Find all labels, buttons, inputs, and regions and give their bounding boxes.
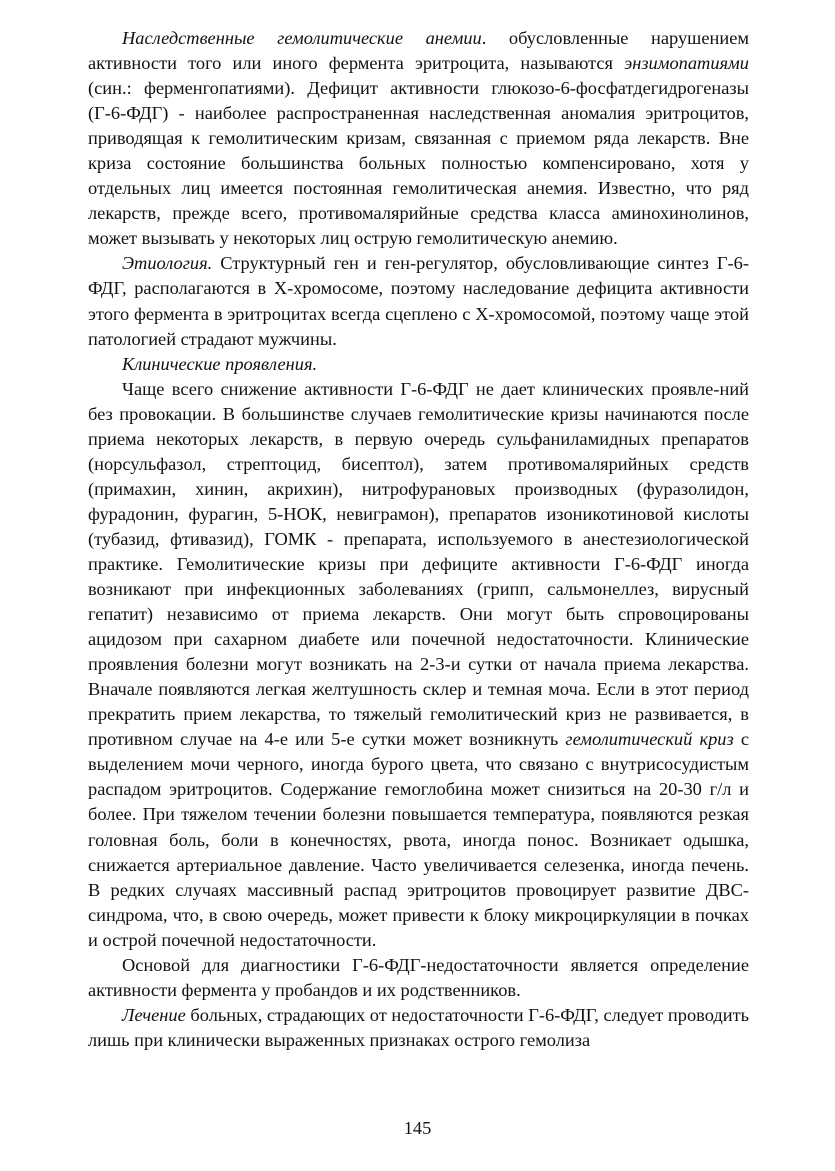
paragraph-text: Структурный ген и ген-регулятор, обусловливающие синтез Г-6-ФДГ, располагаются в Х-хромосоме, поэтому наследование дефицита активности этого фермента в эритроцитах всегда сцеплено с Х-хромосомой, поэтому чаще этой патологией страдают мужчины. — [88, 253, 749, 349]
paragraph-text: Чаще всего снижение активности Г-6-ФДГ не дает клинических проявле-ний без провокации. В большинстве случаев гемолитические кризы начинаются после приема некоторых лекарств, в первую очередь сульфаниламидных препаратов (норсульфазол, стрептоцид, бисептол), затем противомалярийных средств (примахин, хинин, акрихин), нитрофурановых производных (фуразолидон, фурадонин, фурагин, 5-НОК, невиграмон), препаратов изоникотиновой кислоты (тубазид, фтивазид), ГОМК - препарата, используемого в анестезиологической практике. Гемолитические кризы при дефиците активности Г-6-ФДГ иногда возникают при инфекционных заболеваниях (грипп, сальмонеллез, вирусный гепатит) независимо от приема лекарств. Они могут быть спровоцированы ацидозом при сахарном диабете или почечной недостаточности. Клинические проявления болезни могут возникать на 2-3-и сутки от начала приема лекарства. Вначале появляются легкая желтушность склер и темная моча. Если в этот период прекратить прием лекарства, то тяжелый гемолитический криз не развивается, в противном случае на 4-е или 5-е сутки может возникнуть — [88, 378, 749, 750]
paragraph-text: Основой для диагностики Г-6-ФДГ-недостаточности является определение активности фермента у пробандов и их родственников. — [88, 954, 749, 1000]
paragraph-text: больных, страдающих от недостаточности Г-6-ФДГ, следует проводить лишь при клинически выраженных признаках острого гемолиза — [88, 1004, 749, 1050]
term-hemolytic-crisis: гемолитический криз — [565, 729, 734, 750]
document-page — [88, 26, 749, 1053]
paragraph-clinical — [88, 377, 749, 953]
paragraph-etiology — [88, 251, 749, 351]
paragraph-treatment — [88, 1003, 749, 1053]
term-enzymopathies: энзимопатиями — [624, 53, 749, 74]
paragraph-text: . обусловленные нарушением активности того или иного фермента эритроцита, называются — [88, 28, 749, 74]
section-heading-hereditary-anemias: Наследственные гемолитические анемии — [122, 28, 482, 48]
section-heading-clinical: Клинические проявления. — [122, 353, 318, 374]
paragraph-text: (син.: ферменгопатиями). Дефицит активности глюкозо-6-фосфатдегидрогеназы (Г-6-ФДГ) - наиболее распространенная наследственная аномалия эритроцитов, приводящая к гемолитическим кризам, связанная с приемом ряда лекарств. Вне криза состояние большинства больных полностью компенсировано, хотя у отдельных лиц имеется постоянная гемолитическая анемия. Известно, что ряд лекарств, прежде всего, противомалярийные средства класса аминохинолинов, может вызывать у некоторых лиц острую гемолитическую анемию. — [88, 78, 749, 249]
paragraph-text: с выделением мочи черного, иногда бурого цвета, что связано с внутрисосудистым распадом эритроцитов. Содержание гемоглобина может снизиться на 20-30 г/л и более. При тяжелом течении болезни повышается температура, появляются резкая головная боль, боли в конечностях, рвота, иногда понос. Возникает одышка, снижается артериальное давление. Часто увеличивается селезенка, иногда печень. В редких случаях массивный распад эритроцитов провоцирует развитие ДВС-синдрома, что, в свою очередь, может привести к блоку микроциркуляции в почках и острой почечной недостаточности. — [88, 729, 749, 950]
page-number: 145 — [403, 1118, 432, 1138]
paragraph-hereditary-anemias — [88, 26, 749, 251]
section-heading-treatment: Лечение — [122, 1004, 186, 1025]
paragraph-clinical-heading — [88, 352, 749, 377]
paragraph-diagnostics — [88, 953, 749, 1003]
section-heading-etiology: Этиология. — [122, 253, 213, 274]
